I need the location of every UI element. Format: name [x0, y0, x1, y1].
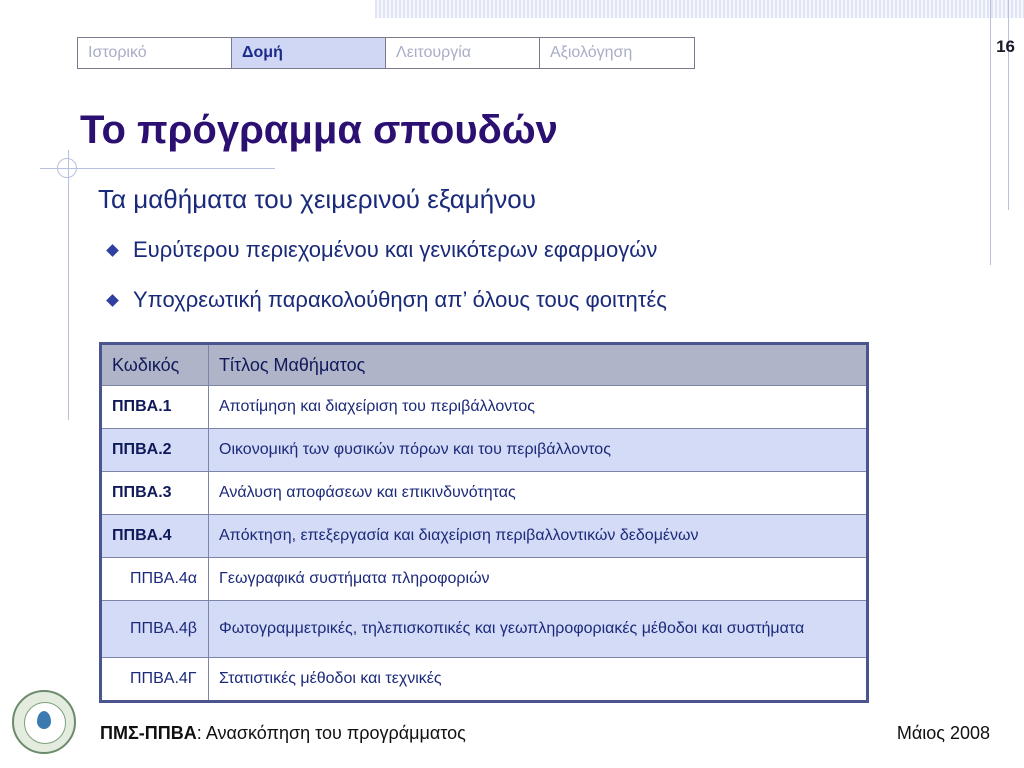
course-code: ΠΠΒΑ.4 — [101, 515, 209, 558]
footer-separator: : — [196, 723, 206, 743]
bullet-text: Ευρύτερου περιεχομένου και γενικότερων εφαρμογών — [133, 237, 658, 262]
slide-title: Το πρόγραμμα σπουδών — [80, 108, 558, 152]
course-code: ΠΠΒΑ.4α — [101, 558, 209, 601]
university-seal-icon — [12, 690, 76, 754]
slide-subtitle: Τα μαθήματα του χειμερινού εξαμήνου — [98, 184, 536, 214]
course-code: ΠΠΒΑ.4β — [101, 601, 209, 658]
course-code: ΠΠΒΑ.1 — [101, 386, 209, 429]
column-header-title: Τίτλος Μαθήματος — [209, 344, 868, 386]
course-code: ΠΠΒΑ.4Γ — [101, 658, 209, 702]
diamond-bullet-icon — [106, 244, 119, 257]
water-drop-icon — [37, 711, 51, 729]
course-title: Γεωγραφικά συστήματα πληροφοριών — [209, 558, 868, 601]
footer-program: ΠΜΣ-ΠΠΒΑ — [100, 723, 197, 743]
section-nav — [77, 37, 695, 69]
column-header-code: Κωδικός — [101, 344, 209, 386]
course-code: ΠΠΒΑ.3 — [101, 472, 209, 515]
footer-description: Ανασκόπηση του προγράμματος — [205, 723, 466, 743]
table-row — [101, 472, 868, 515]
course-title: Αποτίμηση και διαχείριση του περιβάλλοντος — [209, 386, 868, 429]
table-row — [101, 515, 868, 558]
table-header-row — [101, 344, 868, 386]
tab-evaluation[interactable]: Αξιολόγηση — [540, 38, 694, 68]
table-row — [101, 429, 868, 472]
footer-date: Μάιος 2008 — [896, 723, 990, 743]
course-title: Απόκτηση, επεξεργασία και διαχείριση περιβαλλοντικών δεδομένων — [209, 515, 868, 558]
bullet-text: Υποχρεωτική παρακολούθηση απ’ όλους τους φοιτητές — [133, 287, 667, 312]
list-item — [102, 286, 667, 314]
decor-line — [1008, 0, 1009, 210]
page-number: 16 — [996, 37, 1015, 56]
tab-history[interactable]: Ιστορικό — [78, 38, 232, 68]
tab-operation[interactable]: Λειτουργία — [386, 38, 540, 68]
footer-caption — [100, 723, 466, 744]
table-row — [101, 658, 868, 702]
bullet-list — [102, 236, 667, 336]
course-title: Φωτογραμμετρικές, τηλεπισκοπικές και γεωπληροφοριακές μέθοδοι και συστήματα — [209, 601, 868, 658]
diamond-bullet-icon — [106, 294, 119, 307]
list-item — [102, 236, 667, 264]
decor-line — [68, 150, 69, 420]
table-row — [101, 558, 868, 601]
header-pattern — [375, 0, 1024, 18]
tab-structure[interactable]: Δομή — [232, 38, 386, 68]
crosshair-icon — [57, 158, 77, 178]
course-title: Ανάλυση αποφάσεων και επικινδυνότητας — [209, 472, 868, 515]
table-row — [101, 601, 868, 658]
table-row — [101, 386, 868, 429]
course-table — [99, 342, 869, 703]
course-title: Στατιστικές μέθοδοι και τεχνικές — [209, 658, 868, 702]
course-title: Οικονομική των φυσικών πόρων και του περιβάλλοντος — [209, 429, 868, 472]
course-code: ΠΠΒΑ.2 — [101, 429, 209, 472]
